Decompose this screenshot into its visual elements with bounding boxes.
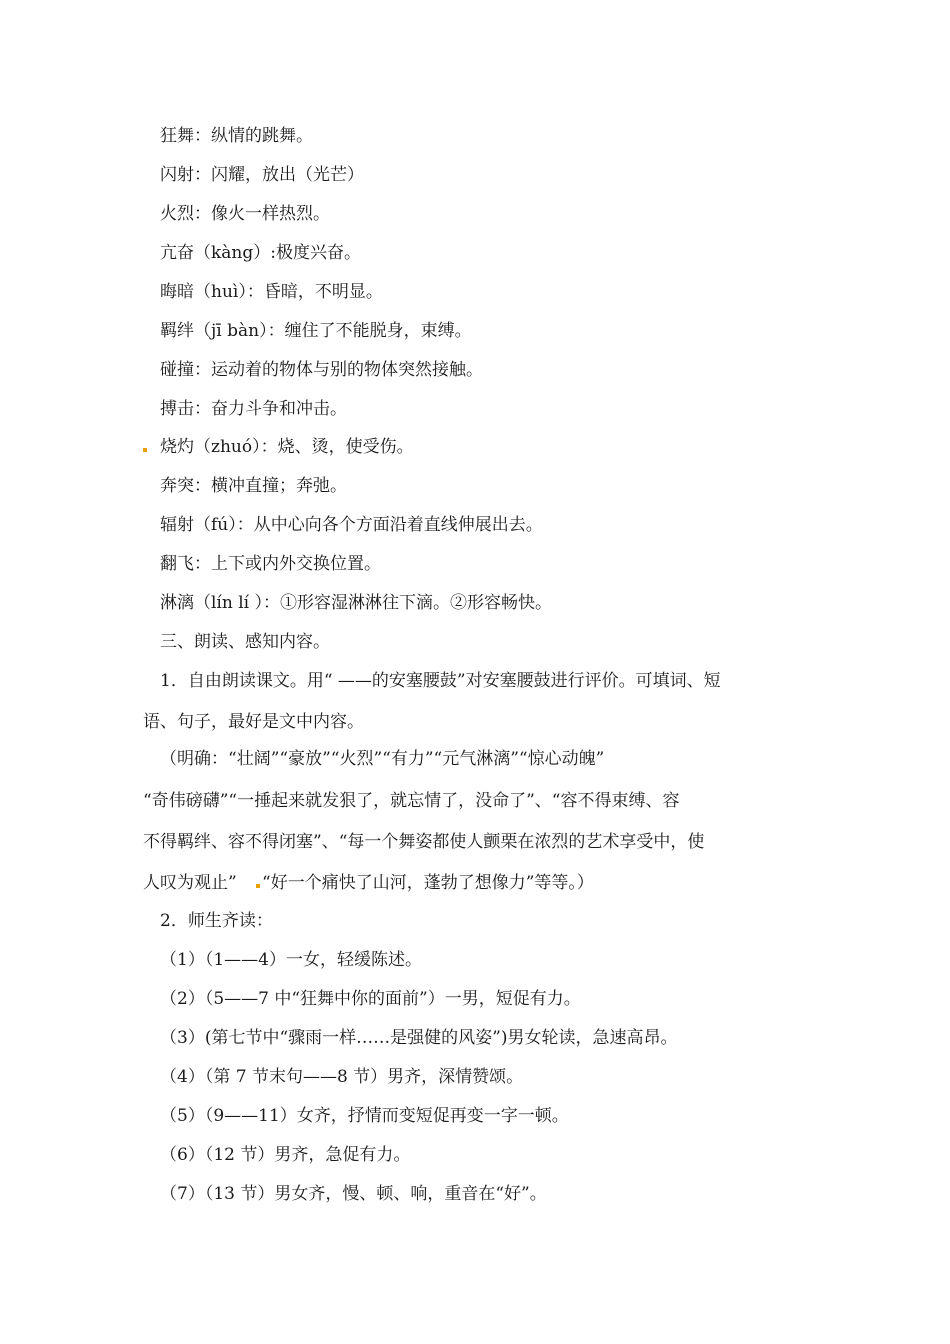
vocab-fanfei: 翻飞：上下或内外交换位置。 xyxy=(160,554,381,574)
answer-line-4b: “好一个痛快了山河，蓬勃了想像力”等等。） xyxy=(262,873,594,893)
vocab-shanshe: 闪射：闪耀，放出（光芒） xyxy=(160,165,364,185)
inline-marker xyxy=(256,884,260,888)
answer-line-2: “奇伟磅礴”“一捶起来就发狠了，就忘情了，没命了”、“容不得束缚、容 xyxy=(143,791,680,811)
reading-item-7: （7）（13 节）男女齐，慢、顿、响，重音在“好”。 xyxy=(160,1184,547,1204)
answer-line-3: 不得羁绊、容不得闭塞”、“每一个舞姿都使人颤栗在浓烈的艺术享受中，使 xyxy=(143,832,705,852)
vocab-boji: 搏击：奋力斗争和冲击。 xyxy=(160,399,347,419)
exercise-2-heading: 2．师生齐读： xyxy=(160,911,273,931)
vocab-kuangwu: 狂舞：纵情的跳舞。 xyxy=(160,126,313,146)
vocab-pengzhuang: 碰撞：运动着的物体与别的物体突然接触。 xyxy=(160,360,483,380)
section-heading: 三、朗读、感知内容。 xyxy=(160,632,330,652)
reading-item-2: （2）（5——7 中“狂舞中你的面前”）一男，短促有力。 xyxy=(160,989,581,1009)
answer-line-4a: 人叹为观止” xyxy=(143,873,237,893)
vocab-kangfen: 亢奋（kàng）:极度兴奋。 xyxy=(160,243,361,263)
vocab-bentu: 奔突：横冲直撞；奔弛。 xyxy=(160,476,347,496)
reading-item-3: （3）(第七节中“骤雨一样……是强健的风姿”)男女轮读，急速高昂。 xyxy=(160,1028,678,1048)
reading-item-1: （1）（1——4）一女，轻缓陈述。 xyxy=(160,950,422,970)
vocab-linli: 淋漓（lín lí ）：①形容湿淋淋往下滴。②形容畅快。 xyxy=(160,593,553,613)
vocab-jiban: 羁绊（jī bàn）：缠住了不能脱身，束缚。 xyxy=(160,321,472,341)
reading-item-4: （4）（第 7 节末句——8 节）男齐，深情赞颂。 xyxy=(160,1067,524,1087)
vocab-huolie: 火烈：像火一样热烈。 xyxy=(160,204,330,224)
vocab-huian: 晦暗（huì）：昏暗，不明显。 xyxy=(160,282,383,302)
vocab-fushe: 辐射（fú）：从中心向各个方面沿着直线伸展出去。 xyxy=(160,515,543,535)
answer-line-1: （明确：“壮阔”“豪放”“火烈”“有力”“元气淋漓”“惊心动魄” xyxy=(160,749,605,769)
reading-item-6: （6）（12 节）男齐，急促有力。 xyxy=(160,1145,411,1165)
reading-item-5: （5）（9——11）女齐，抒情而变短促再变一字一顿。 xyxy=(160,1106,569,1126)
exercise-1-line-1: 1．自由朗读课文。用“ ——的安塞腰鼓”对安塞腰鼓进行评价。可填词、短 xyxy=(160,671,721,691)
exercise-1-line-2: 语、句子，最好是文中内容。 xyxy=(143,712,364,732)
margin-marker xyxy=(143,448,147,452)
vocab-shaozhuo: 烧灼（zhuó）：烧、烫，使受伤。 xyxy=(160,437,414,457)
